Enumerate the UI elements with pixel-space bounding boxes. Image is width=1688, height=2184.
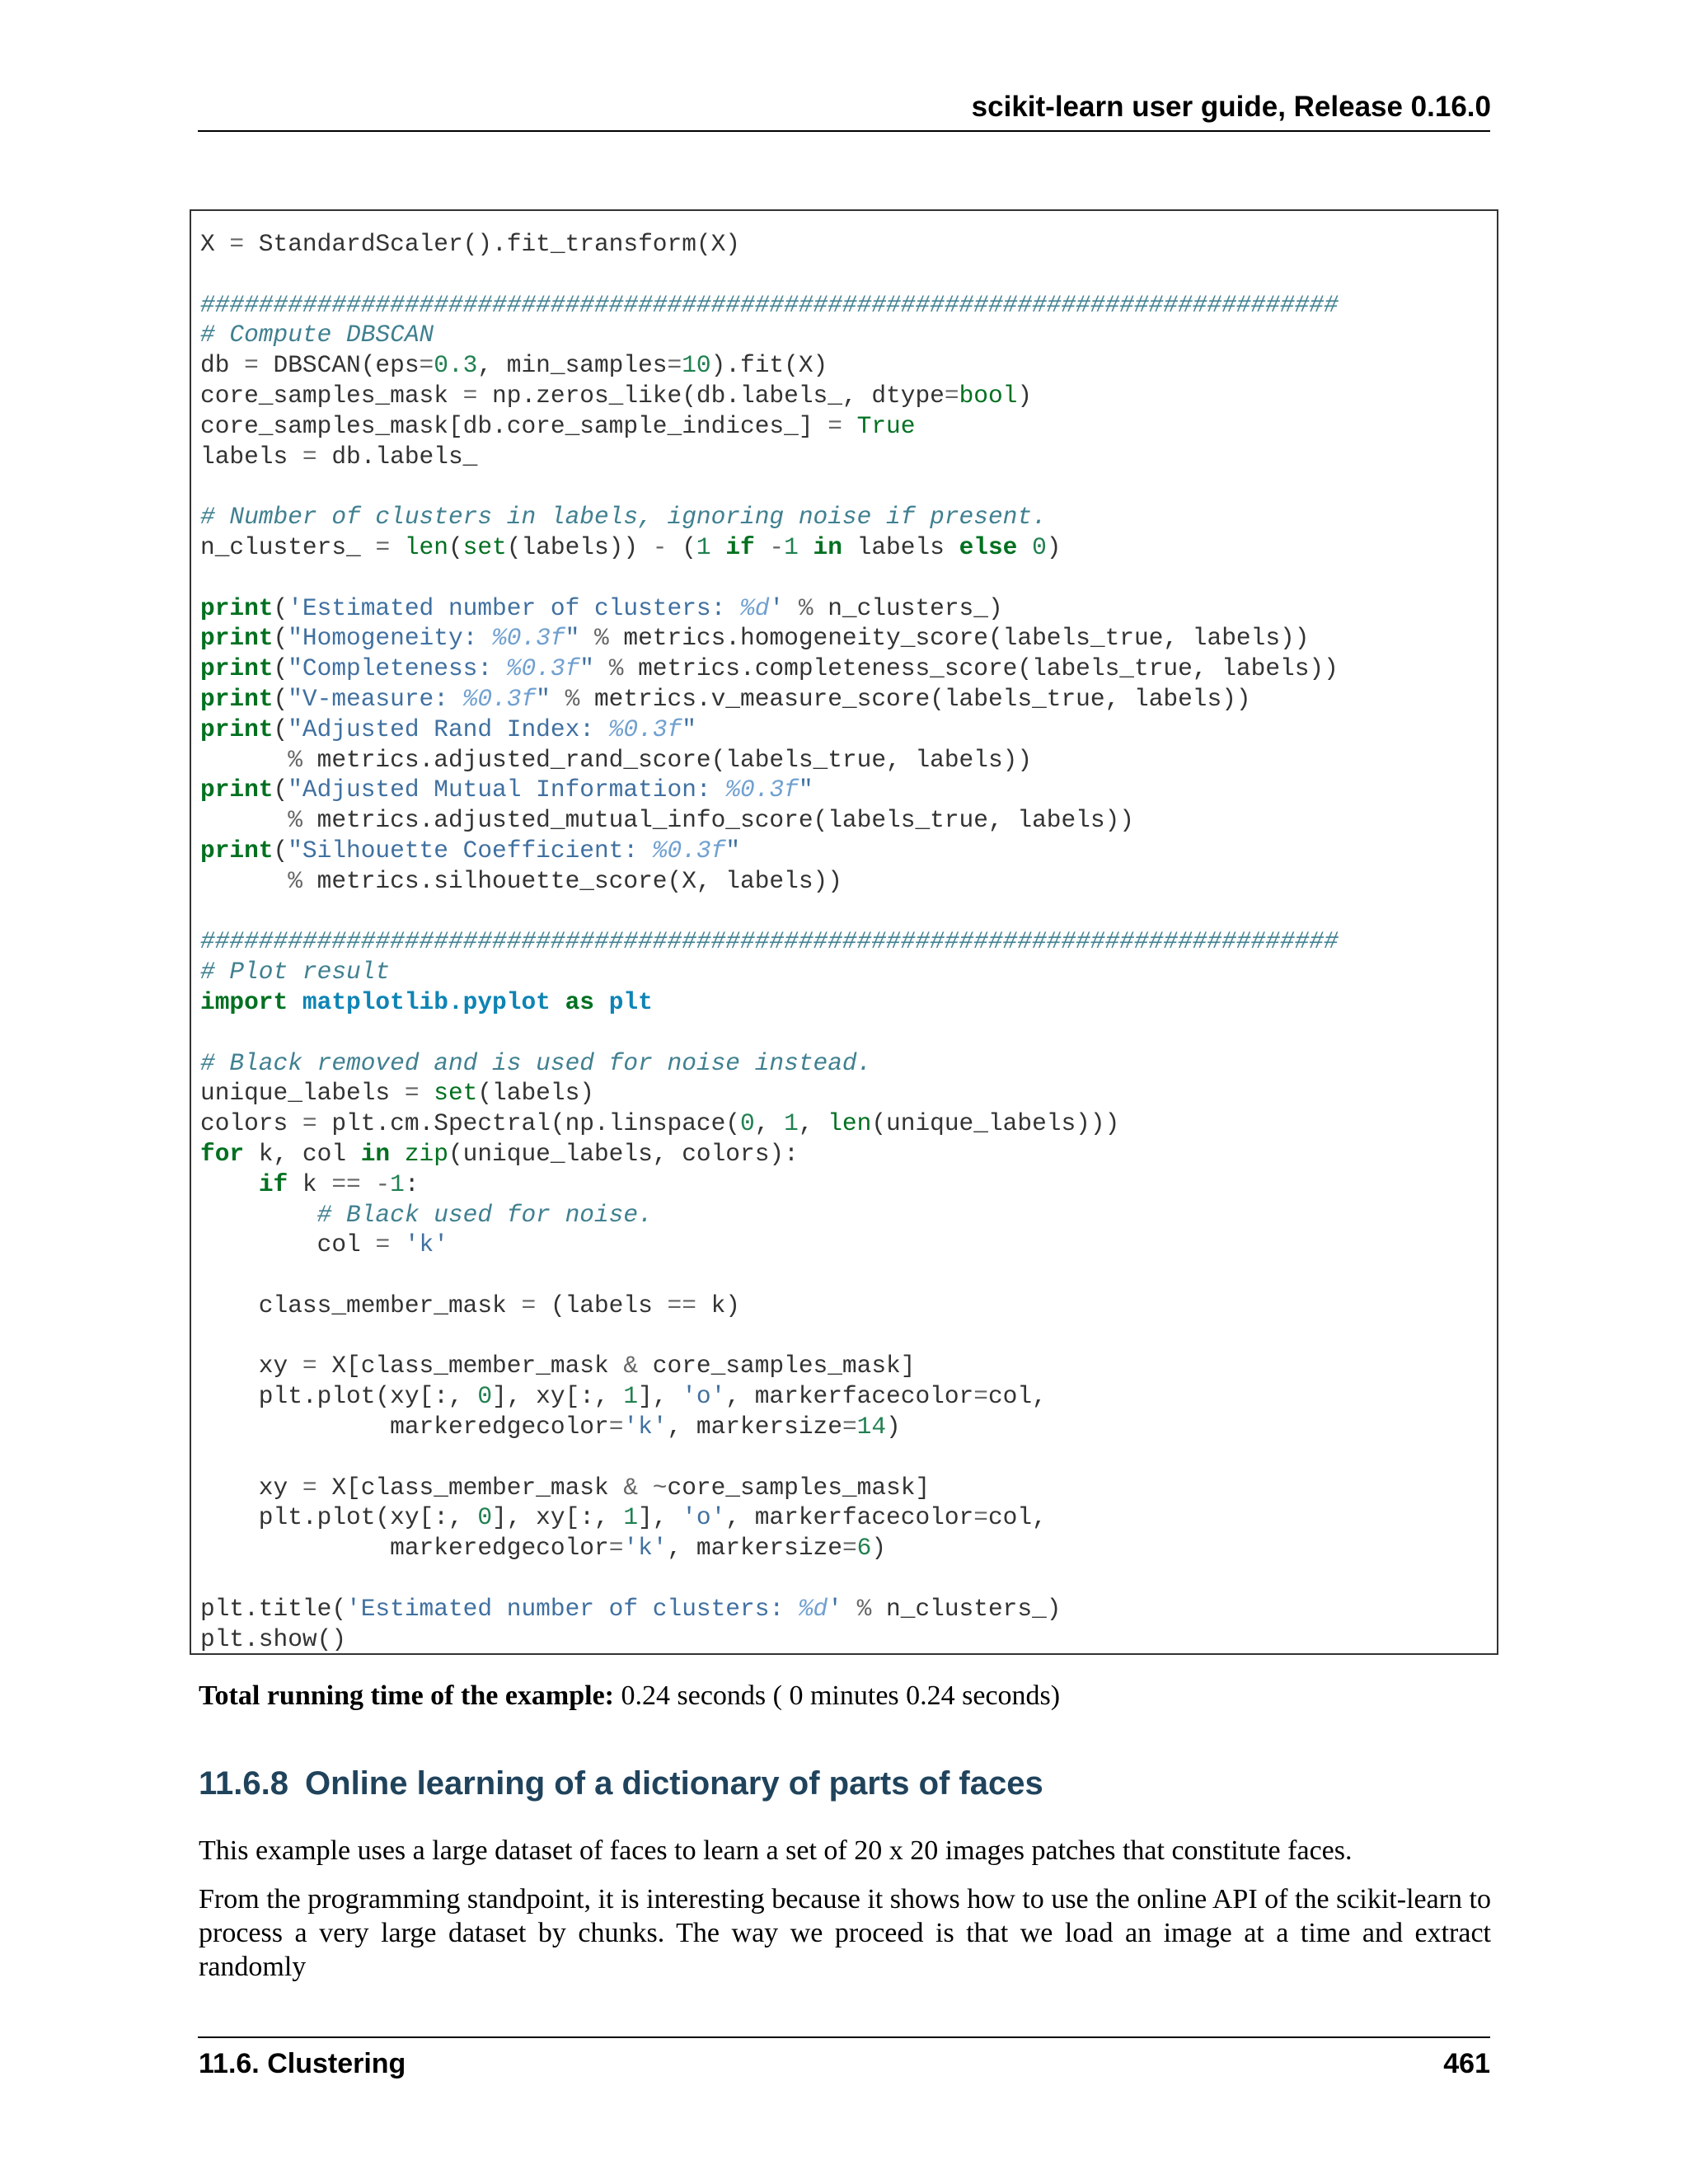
code-token bbox=[579, 624, 594, 652]
code-token: xy bbox=[200, 1473, 302, 1502]
code-token: = bbox=[973, 1503, 988, 1532]
code-token: colors bbox=[200, 1109, 302, 1138]
code-token: %d bbox=[798, 1594, 828, 1623]
code-token: %0.3f bbox=[652, 836, 726, 865]
code-token: % bbox=[288, 866, 302, 895]
code-line bbox=[200, 1594, 1339, 1624]
code-line bbox=[200, 532, 1339, 563]
code-token bbox=[200, 746, 288, 774]
code-line bbox=[200, 1230, 1339, 1260]
footer-section: 11.6. Clustering bbox=[199, 2048, 406, 2079]
code-token: xy bbox=[200, 1352, 302, 1380]
code-token: % bbox=[798, 593, 814, 622]
code-token: set bbox=[462, 532, 507, 561]
code-token: % bbox=[856, 1594, 872, 1623]
code-token: " bbox=[579, 654, 594, 683]
code-token: ( bbox=[273, 624, 288, 653]
code-line bbox=[200, 654, 1339, 684]
code-line bbox=[200, 775, 1339, 805]
code-token: DBSCAN(eps bbox=[258, 351, 420, 380]
code-token: ( bbox=[273, 836, 288, 865]
code-listing bbox=[200, 229, 1339, 1654]
code-token: %0.3f bbox=[725, 776, 799, 804]
code-token: " bbox=[798, 776, 814, 804]
code-token: n_clusters_ bbox=[200, 532, 376, 561]
code-token: bool bbox=[959, 381, 1018, 410]
code-token: "Adjusted Mutual Information: bbox=[288, 776, 726, 804]
code-token: 'o' bbox=[682, 1382, 726, 1411]
running-time-value: 0.24 seconds ( 0 minutes 0.24 seconds) bbox=[614, 1680, 1061, 1711]
code-token: ], xy[:, bbox=[492, 1503, 624, 1532]
code-token: 0 bbox=[740, 1109, 755, 1138]
code-token: (unique_labels))) bbox=[871, 1109, 1120, 1138]
code-token: ( bbox=[273, 776, 288, 804]
code-token: plt.show() bbox=[200, 1624, 347, 1653]
code-token: metrics.adjusted_mutual_info_score(labels_true, labels)) bbox=[302, 806, 1134, 835]
code-token: db.labels_ bbox=[316, 442, 478, 471]
code-line bbox=[200, 1018, 1339, 1048]
code-token: == bbox=[667, 1291, 696, 1319]
code-token: = bbox=[842, 1413, 857, 1441]
code-token bbox=[594, 654, 609, 682]
code-line bbox=[200, 1563, 1339, 1594]
code-line bbox=[200, 1351, 1339, 1381]
code-line bbox=[200, 442, 1339, 472]
code-token: , markerfacecolor bbox=[725, 1503, 974, 1532]
code-token: for bbox=[200, 1139, 245, 1168]
code-token: == bbox=[331, 1169, 361, 1198]
code-token bbox=[551, 685, 565, 713]
code-token: , markerfacecolor bbox=[725, 1382, 974, 1411]
code-line bbox=[200, 926, 1339, 957]
code-line bbox=[200, 1412, 1339, 1442]
code-line bbox=[200, 320, 1339, 350]
code-token: (labels)) bbox=[506, 532, 653, 561]
code-token: 14 bbox=[856, 1413, 887, 1441]
code-token bbox=[390, 533, 405, 561]
code-line bbox=[200, 350, 1339, 381]
paragraph-intro: This example uses a large dataset of faces to learn a set of 20 x 20 images patches that constitute faces. bbox=[199, 1835, 1353, 1866]
code-token: unique_labels bbox=[200, 1079, 405, 1108]
code-line bbox=[200, 1169, 1339, 1200]
code-token: ############################################################################## bbox=[200, 927, 1339, 956]
code-token: len bbox=[404, 532, 448, 561]
code-token: core_samples_mask] bbox=[667, 1473, 931, 1502]
code-token: zip bbox=[404, 1139, 448, 1168]
code-token: 1 bbox=[623, 1382, 639, 1411]
header-divider bbox=[198, 130, 1490, 132]
code-token: ) bbox=[1017, 381, 1033, 410]
code-line bbox=[200, 805, 1339, 836]
code-token: % bbox=[593, 624, 609, 653]
code-token: labels bbox=[842, 532, 959, 561]
code-token: 10 bbox=[682, 351, 711, 380]
code-token: & bbox=[623, 1473, 639, 1502]
code-token: # Black removed and is used for noise instead. bbox=[200, 1048, 872, 1077]
code-line bbox=[200, 1260, 1339, 1291]
code-token bbox=[390, 1140, 405, 1168]
code-token: plt.plot(xy[:, bbox=[200, 1382, 478, 1411]
code-token: "Completeness: bbox=[288, 654, 507, 683]
code-token: matplotlib.pyplot bbox=[302, 987, 551, 1016]
code-line bbox=[200, 745, 1339, 776]
code-token: ], bbox=[638, 1382, 682, 1411]
code-line bbox=[200, 957, 1339, 987]
code-token: = bbox=[521, 1291, 537, 1319]
code-token: ) bbox=[886, 1413, 901, 1441]
code-token: core_samples_mask] bbox=[638, 1352, 916, 1380]
section-title: Online learning of a dictionary of parts of faces bbox=[305, 1765, 1043, 1802]
code-token: 'k' bbox=[623, 1413, 668, 1441]
code-token: 'k' bbox=[404, 1230, 448, 1259]
code-line bbox=[200, 1502, 1339, 1533]
code-token: " bbox=[725, 836, 741, 865]
code-token: print bbox=[200, 654, 274, 683]
code-token: ~ bbox=[652, 1473, 668, 1502]
section-number: 11.6.8 bbox=[199, 1765, 289, 1802]
code-token: = bbox=[828, 411, 842, 440]
code-line bbox=[200, 897, 1339, 927]
code-token: np.zeros_like(db.labels_, dtype bbox=[477, 381, 945, 410]
code-token bbox=[200, 1201, 317, 1229]
code-token: 'Estimated number of clusters: bbox=[346, 1594, 799, 1623]
code-token: ( bbox=[273, 593, 288, 622]
code-token: = bbox=[375, 1230, 391, 1259]
code-token bbox=[551, 988, 565, 1016]
code-line bbox=[200, 866, 1339, 897]
code-line bbox=[200, 1108, 1339, 1139]
code-token: 'Estimated number of clusters: bbox=[288, 593, 741, 622]
code-token: 1 bbox=[784, 532, 799, 561]
code-line bbox=[200, 411, 1339, 442]
code-token: # Compute DBSCAN bbox=[200, 321, 434, 349]
code-token bbox=[361, 1170, 376, 1198]
code-token: 1 bbox=[784, 1109, 799, 1138]
code-token: if bbox=[258, 1169, 288, 1198]
code-token: print bbox=[200, 836, 274, 865]
code-token: - bbox=[375, 1169, 391, 1198]
code-token: n_clusters_) bbox=[813, 593, 1003, 622]
code-token: in bbox=[813, 532, 842, 561]
code-token: % bbox=[288, 806, 302, 835]
code-token: , bbox=[754, 1109, 785, 1138]
code-token: - bbox=[769, 532, 785, 561]
code-token bbox=[420, 1079, 434, 1107]
code-token: = bbox=[944, 381, 959, 410]
code-line bbox=[200, 381, 1339, 411]
code-line bbox=[200, 1048, 1339, 1079]
code-token: as bbox=[565, 987, 594, 1016]
code-token: = bbox=[302, 1109, 317, 1138]
code-token: metrics.completeness_score(labels_true, labels)) bbox=[623, 654, 1339, 683]
code-token bbox=[638, 1474, 653, 1502]
code-token: - bbox=[652, 532, 668, 561]
code-token: set bbox=[434, 1079, 478, 1108]
code-token: X bbox=[200, 230, 230, 258]
code-line bbox=[200, 1624, 1339, 1655]
code-token: plt.plot(xy[:, bbox=[200, 1503, 478, 1532]
code-token bbox=[390, 1230, 405, 1258]
code-token: core_samples_mask[db.core_sample_indices_] bbox=[200, 411, 828, 440]
code-token: , markersize bbox=[667, 1534, 842, 1563]
code-token: = bbox=[229, 230, 245, 258]
code-token: core_samples_mask bbox=[200, 381, 463, 410]
code-token: = bbox=[419, 351, 434, 380]
code-token: 0.3 bbox=[434, 351, 478, 380]
code-token: (unique_labels, colors): bbox=[448, 1139, 799, 1168]
code-token bbox=[200, 867, 288, 895]
code-token: % bbox=[608, 654, 624, 683]
code-token bbox=[200, 1170, 259, 1198]
code-token: # Plot result bbox=[200, 958, 391, 987]
code-line bbox=[200, 684, 1339, 715]
code-token: = bbox=[667, 351, 682, 380]
code-token: : bbox=[404, 1169, 420, 1198]
code-line bbox=[200, 1442, 1339, 1473]
code-token: %d bbox=[740, 593, 770, 622]
code-token: class_member_mask bbox=[200, 1291, 522, 1319]
code-token: k bbox=[288, 1169, 332, 1198]
code-token: True bbox=[842, 411, 916, 440]
code-token: X[class_member_mask bbox=[316, 1352, 624, 1380]
code-token: %0.3f bbox=[462, 684, 537, 713]
code-token: metrics.adjusted_rand_score(labels_true, labels)) bbox=[302, 745, 1033, 774]
code-token: ' bbox=[828, 1594, 842, 1623]
code-token: = bbox=[404, 1079, 420, 1108]
code-token: ) bbox=[1046, 532, 1062, 561]
code-token: % bbox=[288, 745, 302, 774]
code-token: ( bbox=[273, 654, 288, 683]
code-token: print bbox=[200, 593, 274, 622]
code-token: 0 bbox=[477, 1503, 493, 1532]
code-token: " bbox=[536, 684, 551, 713]
code-line bbox=[200, 1321, 1339, 1352]
running-time-label: Total running time of the example: bbox=[199, 1680, 615, 1711]
code-token: " bbox=[565, 624, 580, 653]
code-token: plt bbox=[608, 987, 653, 1016]
code-token: 0 bbox=[1032, 532, 1047, 561]
paragraph-api: From the programming standpoint, it is interesting because it shows how to use the online API of the scikit-learn to process a very large dataset by chunks. The way we proceed is that we load an image at a time and extract randomly bbox=[199, 1884, 1491, 1982]
code-token bbox=[755, 533, 770, 561]
code-token: print bbox=[200, 684, 274, 713]
code-token: else bbox=[959, 532, 1018, 561]
code-line bbox=[200, 715, 1339, 745]
code-token bbox=[288, 988, 302, 1016]
code-token: ############################################################################## bbox=[200, 290, 1339, 319]
code-token: (labels) bbox=[477, 1079, 594, 1108]
code-token: ( bbox=[273, 684, 288, 713]
code-token: = bbox=[608, 1413, 624, 1441]
code-token bbox=[200, 806, 288, 834]
code-token: col, bbox=[987, 1503, 1047, 1532]
code-block bbox=[190, 209, 1498, 1655]
code-token bbox=[711, 533, 726, 561]
code-token: 1 bbox=[623, 1503, 639, 1532]
code-token: ( bbox=[273, 715, 288, 743]
code-token: ) bbox=[871, 1534, 887, 1563]
code-token: # Number of clusters in labels, ignoring noise if present. bbox=[200, 503, 1047, 532]
code-token: % bbox=[565, 684, 580, 713]
code-line bbox=[200, 502, 1339, 532]
code-line bbox=[200, 290, 1339, 321]
code-token: metrics.homogeneity_score(labels_true, labels)) bbox=[608, 624, 1310, 653]
code-token: = bbox=[302, 1352, 317, 1380]
code-token bbox=[594, 988, 609, 1016]
code-token: = bbox=[302, 1473, 317, 1502]
code-token: metrics.v_measure_score(labels_true, labels)) bbox=[579, 684, 1251, 713]
code-token bbox=[1017, 533, 1032, 561]
code-line bbox=[200, 229, 1339, 260]
code-token: ], bbox=[638, 1503, 682, 1532]
code-token: & bbox=[623, 1352, 639, 1380]
code-token: " bbox=[682, 715, 696, 743]
code-token: %0.3f bbox=[506, 654, 580, 683]
code-token: 'k' bbox=[623, 1534, 668, 1563]
code-token: db bbox=[200, 351, 245, 380]
code-token: labels bbox=[200, 442, 302, 471]
code-token: StandardScaler().fit_transform(X) bbox=[244, 230, 741, 258]
code-token: ( bbox=[448, 532, 463, 561]
code-token: ' bbox=[769, 593, 785, 622]
code-token bbox=[842, 1595, 857, 1623]
code-token: , min_samples bbox=[477, 351, 668, 380]
code-token: col bbox=[200, 1230, 376, 1259]
code-token: 'o' bbox=[682, 1503, 726, 1532]
running-header-title: scikit-learn user guide, Release 0.16.0 bbox=[971, 91, 1491, 123]
code-token: 1 bbox=[390, 1169, 405, 1198]
code-line bbox=[200, 471, 1339, 502]
code-token: k, col bbox=[244, 1139, 361, 1168]
code-line bbox=[200, 1078, 1339, 1108]
code-token: %0.3f bbox=[608, 715, 682, 743]
code-token: "V-measure: bbox=[288, 684, 463, 713]
code-token: ).fit(X) bbox=[710, 351, 828, 380]
code-token: print bbox=[200, 776, 274, 804]
code-token: len bbox=[828, 1109, 872, 1138]
code-token: # Black used for noise. bbox=[316, 1200, 653, 1229]
code-token: ], xy[:, bbox=[492, 1382, 624, 1411]
code-token: = bbox=[608, 1534, 624, 1563]
code-line bbox=[200, 623, 1339, 654]
code-token: "Adjusted Rand Index: bbox=[288, 715, 609, 743]
code-line bbox=[200, 593, 1339, 624]
code-token: "Homogeneity: bbox=[288, 624, 493, 653]
code-line bbox=[200, 1381, 1339, 1412]
code-line bbox=[200, 1200, 1339, 1230]
code-line bbox=[200, 836, 1339, 866]
code-token: (labels bbox=[536, 1291, 668, 1319]
code-token: if bbox=[725, 532, 755, 561]
code-token: markeredgecolor bbox=[200, 1534, 609, 1563]
code-token: print bbox=[200, 624, 274, 653]
code-token bbox=[784, 594, 799, 622]
code-token: import bbox=[200, 987, 288, 1016]
code-line bbox=[200, 987, 1339, 1018]
code-line bbox=[200, 1139, 1339, 1169]
code-line bbox=[200, 1473, 1339, 1503]
code-line bbox=[200, 1291, 1339, 1321]
code-token: 0 bbox=[477, 1382, 493, 1411]
code-token: = bbox=[244, 351, 259, 380]
code-line bbox=[200, 260, 1339, 290]
code-token: plt.cm.Spectral(np.linspace( bbox=[316, 1109, 741, 1138]
code-token: = bbox=[973, 1382, 988, 1411]
code-token: %0.3f bbox=[492, 624, 565, 653]
code-token: = bbox=[842, 1534, 857, 1563]
code-token: k) bbox=[696, 1291, 741, 1319]
code-token: ( bbox=[667, 532, 696, 561]
code-token: n_clusters_) bbox=[871, 1594, 1062, 1623]
code-token: 6 bbox=[856, 1534, 872, 1563]
running-time-line bbox=[199, 1680, 1060, 1713]
code-token: X[class_member_mask bbox=[316, 1473, 624, 1502]
code-line bbox=[200, 1533, 1339, 1563]
code-token: = bbox=[462, 381, 478, 410]
page-number: 461 bbox=[1443, 2048, 1490, 2079]
code-token: "Silhouette Coefficient: bbox=[288, 836, 653, 865]
code-line bbox=[200, 563, 1339, 593]
code-token: 1 bbox=[696, 532, 711, 561]
code-token: print bbox=[200, 715, 274, 743]
code-token: plt.title( bbox=[200, 1594, 347, 1623]
code-token: , markersize bbox=[667, 1413, 842, 1441]
code-token: metrics.silhouette_score(X, labels)) bbox=[302, 866, 842, 895]
code-token: col, bbox=[987, 1382, 1047, 1411]
section-heading bbox=[199, 1764, 1043, 1803]
code-token: markeredgecolor bbox=[200, 1413, 609, 1441]
code-token: , bbox=[798, 1109, 828, 1138]
code-token bbox=[799, 533, 814, 561]
code-token: in bbox=[360, 1139, 391, 1168]
code-token: = bbox=[375, 532, 391, 561]
footer-divider bbox=[198, 2036, 1490, 2038]
code-token: = bbox=[302, 442, 317, 471]
